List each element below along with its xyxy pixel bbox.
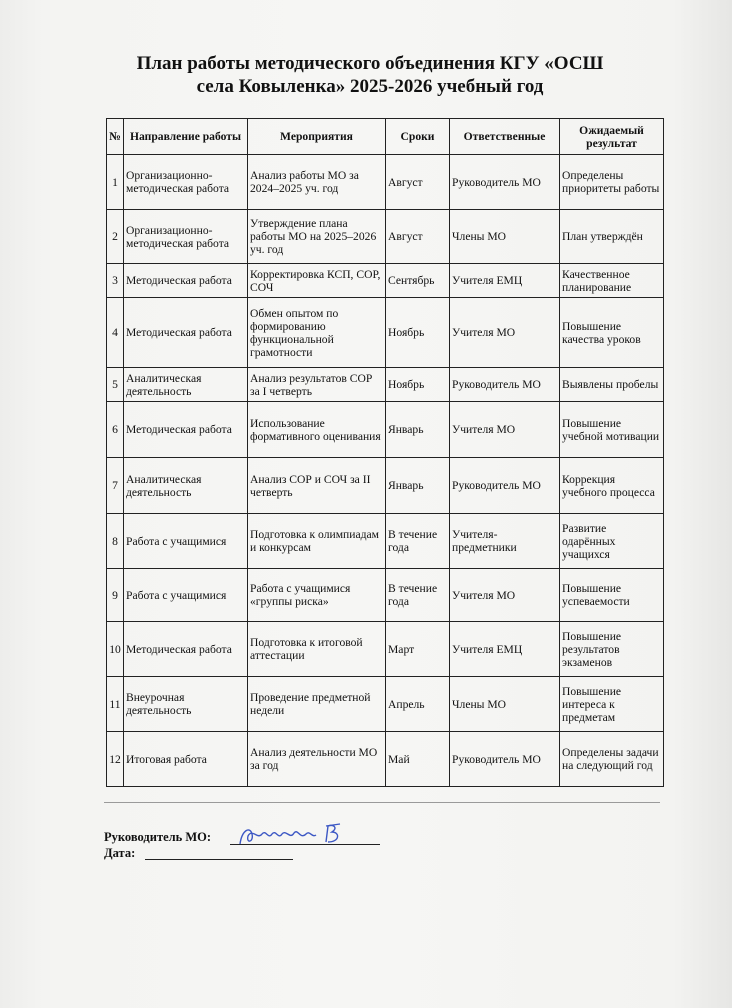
cell-activity: Анализ деятельности МО за год (248, 732, 386, 787)
cell-result: Повышение качества уроков (560, 298, 664, 368)
cell-activity: Подготовка к итоговой аттестации (248, 622, 386, 677)
cell-activity: Подготовка к олимпиадам и конкурсам (248, 514, 386, 569)
cell-date: Ноябрь (386, 368, 450, 402)
table-header-row (107, 119, 664, 155)
cell-number: 7 (107, 458, 124, 514)
cell-date: В течение года (386, 514, 450, 569)
cell-number: 10 (107, 622, 124, 677)
date-line (145, 859, 293, 860)
cell-number: 12 (107, 732, 124, 787)
cell-direction: Методическая работа (124, 298, 248, 368)
cell-activity: Утверждение плана работы МО на 2025–2026 уч. год (248, 210, 386, 264)
divider (104, 802, 660, 803)
cell-activity: Анализ результатов СОР за I четверть (248, 368, 386, 402)
cell-date: Август (386, 210, 450, 264)
table-row (107, 677, 664, 732)
cell-responsible: Учителя ЕМЦ (450, 264, 560, 298)
title-line-2: села Ковыленка» 2025-2026 учебный год (196, 76, 544, 97)
document-title (60, 52, 680, 98)
cell-direction: Внеурочная деятельность (124, 677, 248, 732)
cell-direction: Аналитическая деятельность (124, 368, 248, 402)
cell-responsible: Учителя МО (450, 298, 560, 368)
cell-date: Апрель (386, 677, 450, 732)
cell-number: 1 (107, 155, 124, 210)
table-row (107, 298, 664, 368)
table-row (107, 514, 664, 569)
cell-direction: Итоговая работа (124, 732, 248, 787)
cell-date: Январь (386, 402, 450, 458)
cell-responsible: Руководитель МО (450, 155, 560, 210)
cell-number: 9 (107, 569, 124, 622)
cell-result: Выявлены пробелы (560, 368, 664, 402)
cell-responsible: Учителя МО (450, 569, 560, 622)
header-cell-activities: Мероприятия (248, 119, 386, 155)
cell-activity: Анализ СОР и СОЧ за II четверть (248, 458, 386, 514)
table-row (107, 732, 664, 787)
cell-direction: Организационно-методическая работа (124, 155, 248, 210)
cell-result: Повышение интереса к предметам (560, 677, 664, 732)
cell-number: 5 (107, 368, 124, 402)
cell-activity: Проведение предметной недели (248, 677, 386, 732)
handwritten-signature (236, 820, 356, 850)
title-line-1: План работы методического объединения КГУ «ОСШ (136, 53, 604, 74)
cell-number: 4 (107, 298, 124, 368)
cell-number: 6 (107, 402, 124, 458)
cell-date: В течение года (386, 569, 450, 622)
table-row (107, 210, 664, 264)
cell-number: 3 (107, 264, 124, 298)
cell-number: 8 (107, 514, 124, 569)
cell-direction: Работа с учащимися (124, 514, 248, 569)
cell-direction: Методическая работа (124, 622, 248, 677)
cell-responsible: Члены МО (450, 677, 560, 732)
table-row (107, 458, 664, 514)
cell-date: Январь (386, 458, 450, 514)
cell-activity: Корректировка КСП, СОР, СОЧ (248, 264, 386, 298)
date-label: Дата: (104, 846, 136, 860)
cell-direction: Методическая работа (124, 402, 248, 458)
cell-result: Повышение успеваемости (560, 569, 664, 622)
cell-result: Определены задачи на следующий год (560, 732, 664, 787)
cell-date: Ноябрь (386, 298, 450, 368)
header-cell-direction: Направление работы (124, 119, 248, 155)
cell-result: Качественное планирование (560, 264, 664, 298)
cell-direction: Методическая работа (124, 264, 248, 298)
cell-result: Определены приоритеты работы (560, 155, 664, 210)
table-row (107, 569, 664, 622)
cell-direction: Организационно-методическая работа (124, 210, 248, 264)
cell-responsible: Члены МО (450, 210, 560, 264)
cell-date: Август (386, 155, 450, 210)
cell-activity: Использование формативного оценивания (248, 402, 386, 458)
cell-responsible: Учителя-предметники (450, 514, 560, 569)
cell-responsible: Учителя МО (450, 402, 560, 458)
cell-date: Март (386, 622, 450, 677)
header-cell-result: Ожидаемый результат (560, 119, 664, 155)
cell-result: Повышение результатов экзаменов (560, 622, 664, 677)
header-cell-dates: Сроки (386, 119, 450, 155)
cell-number: 11 (107, 677, 124, 732)
table-row (107, 155, 664, 210)
cell-responsible: Руководитель МО (450, 368, 560, 402)
cell-number: 2 (107, 210, 124, 264)
cell-result: Развитие одарённых учащихся (560, 514, 664, 569)
header-cell-number: № (107, 119, 124, 155)
cell-result: План утверждён (560, 210, 664, 264)
cell-direction: Аналитическая деятельность (124, 458, 248, 514)
cell-result: Повышение учебной мотивации (560, 402, 664, 458)
cell-direction: Работа с учащимися (124, 569, 248, 622)
table-row (107, 622, 664, 677)
table-row (107, 264, 664, 298)
cell-responsible: Руководитель МО (450, 458, 560, 514)
table-row (107, 368, 664, 402)
cell-date: Май (386, 732, 450, 787)
cell-activity: Обмен опытом по формированию функциональной грамотности (248, 298, 386, 368)
table-row (107, 402, 664, 458)
cell-responsible: Учителя ЕМЦ (450, 622, 560, 677)
cell-date: Сентябрь (386, 264, 450, 298)
head-label: Руководитель МО: (104, 830, 212, 844)
plan-table (106, 118, 664, 787)
cell-result: Коррекция учебного процесса (560, 458, 664, 514)
cell-responsible: Руководитель МО (450, 732, 560, 787)
cell-activity: Анализ работы МО за 2024–2025 уч. год (248, 155, 386, 210)
header-cell-responsible: Ответственные (450, 119, 560, 155)
cell-activity: Работа с учащимися «группы риска» (248, 569, 386, 622)
